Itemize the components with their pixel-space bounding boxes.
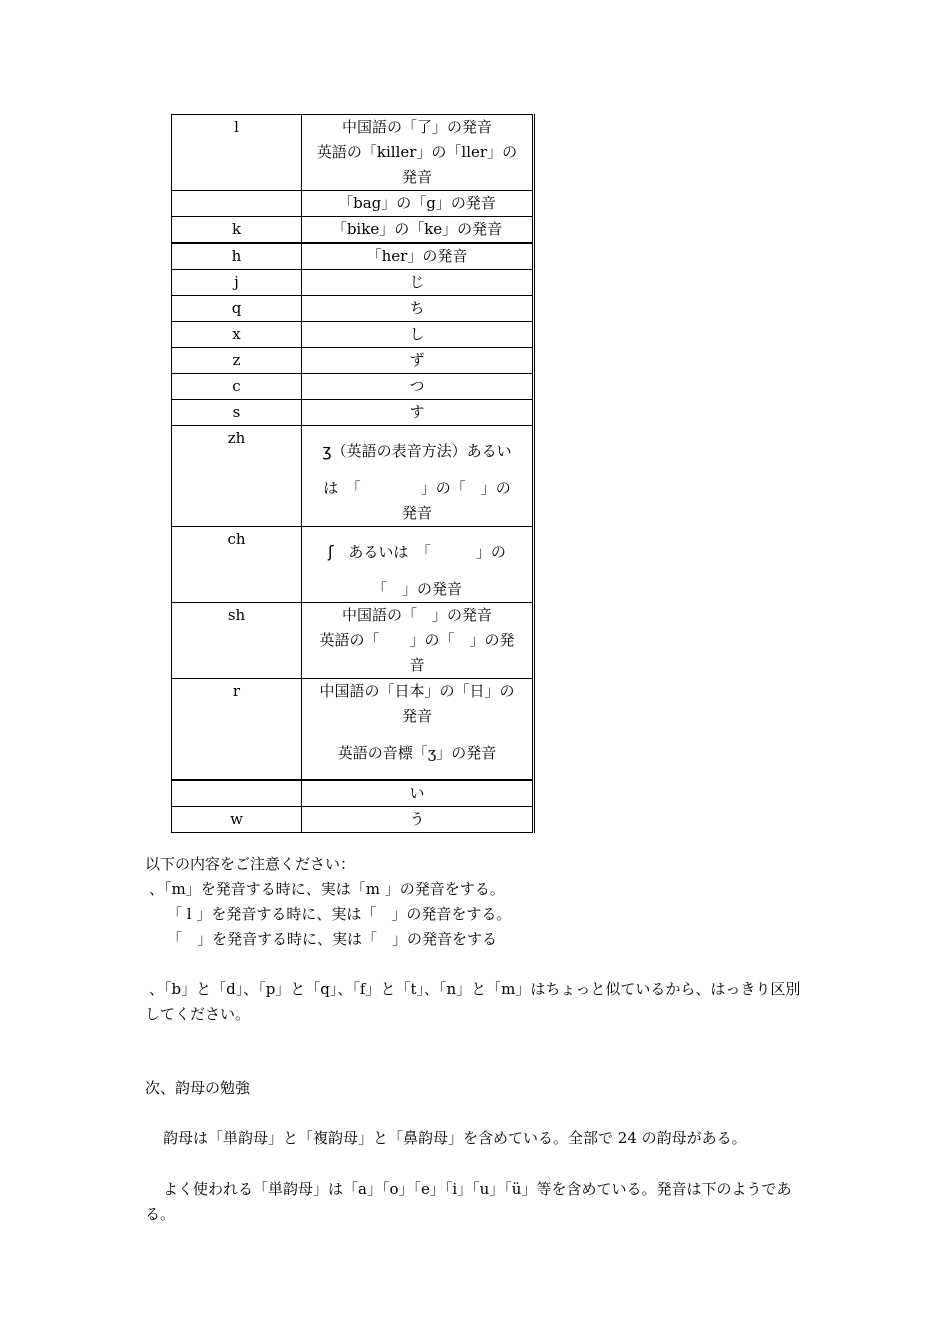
pronunciation-cell <box>302 322 534 348</box>
table-row <box>172 806 534 832</box>
pronunciation-cell <box>302 400 534 426</box>
pronunciation-cell <box>302 348 534 374</box>
pronunciation-cell <box>302 115 534 191</box>
initial-cell: s <box>172 400 302 426</box>
pronunciation-line: 中国語の「 」の発音 <box>341 606 492 624</box>
pinyin-initials-table <box>171 114 535 833</box>
pronunciation-line: つ <box>409 377 425 395</box>
table-row <box>172 270 534 296</box>
table-row <box>172 679 534 780</box>
table-row <box>172 527 534 603</box>
initial-cell: k <box>172 217 302 244</box>
pronunciation-cell <box>302 806 534 832</box>
table-row <box>172 296 534 322</box>
pronunciation-line: 音 <box>409 656 425 674</box>
table-row <box>172 374 534 400</box>
pronunciation-line: は 「 」の「 」の <box>323 479 511 497</box>
table-row <box>172 191 534 217</box>
pronunciation-line: い <box>409 783 425 802</box>
pronunciation-cell <box>302 527 534 603</box>
pronunciation-cell <box>302 679 534 780</box>
pronunciation-line: 発音 <box>401 707 432 725</box>
initial-cell: h <box>172 243 302 270</box>
pronunciation-line: 英語の音標「ʒ」の発音 <box>337 744 497 762</box>
section-heading: 次、韵母の勉強 <box>145 1079 251 1097</box>
pronunciation-line: 「her」の発音 <box>366 247 468 265</box>
pronunciation-line: 発音 <box>401 504 432 522</box>
notes-block <box>145 977 815 1027</box>
pronunciation-line: 中国語の「了」の発音 <box>341 118 492 136</box>
section-block <box>145 1177 815 1227</box>
pronunciation-cell <box>302 217 534 244</box>
pronunciation-cell <box>302 426 534 527</box>
section-paragraph: 韵母は「単韵母」と「複韵母」と「鼻韵母」を含めている。全部で 24 の韵母がある。 <box>163 1129 747 1147</box>
pronunciation-line: 英語の「 」の「 」の発 <box>319 631 515 649</box>
pronunciation-line: じ <box>409 273 425 291</box>
pronunciation-line: す <box>409 403 425 421</box>
table-row <box>172 426 534 527</box>
pronunciation-cell <box>302 374 534 400</box>
initial-cell: z <box>172 348 302 374</box>
note-item: 「 l 」を発音する時に、実は「 」の発音をする。 <box>167 905 512 923</box>
initial-cell <box>172 780 302 807</box>
section-block <box>145 1076 815 1101</box>
notes-block <box>145 852 815 952</box>
table-row <box>172 400 534 426</box>
table-row <box>172 348 534 374</box>
table-row <box>172 780 534 807</box>
note-item: 「 」を発音する時に、実は「 」の発音をする <box>167 930 498 948</box>
pronunciation-cell <box>302 243 534 270</box>
initial-cell: w <box>172 806 302 832</box>
initial-cell: l <box>172 115 302 191</box>
initial-cell: q <box>172 296 302 322</box>
section-paragraph: よく使われる「単韵母」は「a」「o」「e」「i」「u」「ü」等を含めている。発音は下のようである。 <box>145 1180 792 1223</box>
ipa-symbol: ʃ <box>328 542 334 561</box>
pronunciation-line: ち <box>409 299 425 317</box>
notes-intro: 以下の内容をご注意ください： <box>145 855 356 873</box>
initial-cell: sh <box>172 603 302 679</box>
pronunciation-line: 「bike」の「ke」の発音 <box>331 220 503 238</box>
pronunciation-cell <box>302 780 534 807</box>
pronunciation-cell <box>302 191 534 217</box>
initial-cell: zh <box>172 426 302 527</box>
initial-cell: j <box>172 270 302 296</box>
pronunciation-line: 英語の「killer」の「ller」の <box>316 143 518 161</box>
pronunciation-line: あるいは 「 」の <box>333 543 506 561</box>
initial-cell: r <box>172 679 302 780</box>
table-row <box>172 243 534 270</box>
initial-cell <box>172 191 302 217</box>
pronunciation-line: し <box>409 325 425 343</box>
pronunciation-line: 中国語の「日本」の「日」の <box>319 682 515 700</box>
pronunciation-line: う <box>409 809 425 828</box>
ipa-symbol: ʒ <box>322 441 332 460</box>
initial-cell: ch <box>172 527 302 603</box>
pronunciation-cell <box>302 270 534 296</box>
note-item: 、「m」を発音する時に、実は「m 」の発音をする。 <box>149 880 505 898</box>
pronunciation-line: ず <box>409 351 425 369</box>
pronunciation-line: 「 」の発音 <box>371 580 462 598</box>
initial-cell: x <box>172 322 302 348</box>
initial-cell: c <box>172 374 302 400</box>
pronunciation-line: （英語の表音方法）あるい <box>331 442 512 460</box>
section-block <box>145 1126 815 1151</box>
pronunciation-cell <box>302 296 534 322</box>
pronunciation-line: 「bag」の「g」の発音 <box>338 194 496 212</box>
note-item: 、「b」と「d」、「p」と「q」、「f」と「t」、「n」と「m」はちょっと似ているから、はっきり区別してください。 <box>145 980 801 1023</box>
table-row <box>172 322 534 348</box>
table-row <box>172 217 534 244</box>
pronunciation-cell <box>302 603 534 679</box>
table-row <box>172 603 534 679</box>
pronunciation-line: 発音 <box>401 168 432 186</box>
table-row <box>172 115 534 191</box>
